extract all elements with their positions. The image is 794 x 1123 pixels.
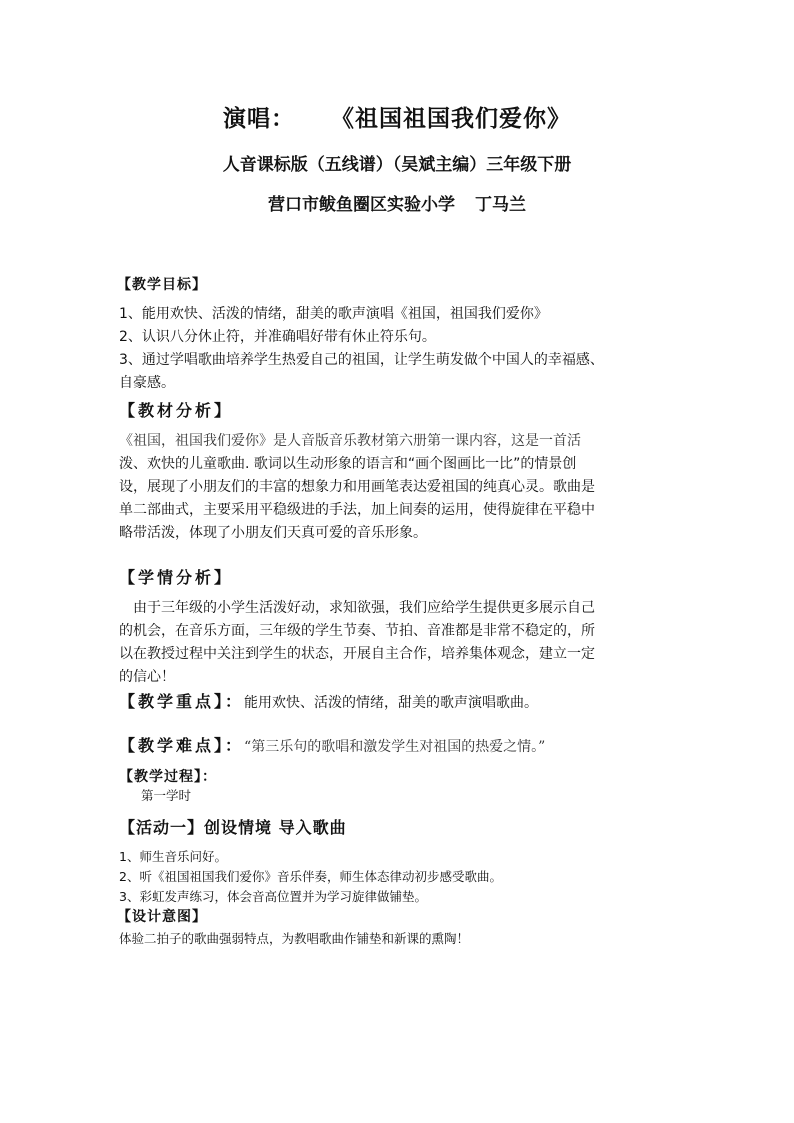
key-point-label: 【教学重点】 xyxy=(119,692,226,711)
goal-item: 2、认识八分休止符，并准确唱好带有休止符乐句。 xyxy=(119,329,436,345)
goal-item: 3、通过学唱歌曲培养学生热爱自己的祖国，让学生萌发做个中国人的幸福感、 xyxy=(119,352,604,368)
students-line: 由于三年级的小学生活泼好动，求知欲强，我们应给学生提供更多展示自己 xyxy=(133,600,595,616)
design-heading: 【设计意图】 xyxy=(117,909,207,925)
students-heading: 【学情分析】 xyxy=(119,568,234,587)
process-heading: 【教学过程】： xyxy=(119,769,217,785)
key-point-colon: ： xyxy=(225,692,245,711)
students-line: 的信心！ xyxy=(119,669,175,685)
teacher-name: 丁马兰 xyxy=(475,195,526,215)
title-prefix: 演唱： xyxy=(223,105,295,132)
activity-item: 2、听《祖国祖国我们爱你》音乐伴奏，师生体态律动初步感受歌曲。 xyxy=(119,869,502,884)
difficulty xyxy=(119,733,545,756)
material-line: 设，展现了小朋友们的丰富的想象力和用画笔表达爱祖国的纯真心灵。歌曲是 xyxy=(119,479,595,495)
material-line: 泼、欢快的儿童歌曲. 歌词以生动形象的语言和“画个图画比一比”的情景创 xyxy=(119,456,577,472)
material-line: 略带活泼，体现了小朋友们天真可爱的音乐形象。 xyxy=(119,525,427,541)
goals-heading: 【教学目标】 xyxy=(117,277,207,293)
key-point-text: 能用欢快、活泼的情绪，甜美的歌声演唱歌曲。 xyxy=(244,695,539,711)
process-period: 第一学时 xyxy=(141,788,192,803)
goal-item: 1、能用欢快、活泼的情绪，甜美的歌声演唱《祖国，祖国我们爱你》 xyxy=(119,306,548,322)
activity1-heading: 【活动一】创设情境 导入歌曲 xyxy=(119,818,347,837)
page-title xyxy=(0,100,794,133)
design-text: 体验二拍子的歌曲强弱特点，为教唱歌曲作铺垫和新课的熏陶！ xyxy=(119,931,470,946)
school-line xyxy=(0,190,794,215)
students-line: 以在教授过程中关注到学生的状态，开展自主合作，培养集体观念，建立一定 xyxy=(119,646,595,662)
subtitle: 人音课标版（五线谱）（吴斌主编）三年级下册 xyxy=(222,155,572,175)
goal-item: 自豪感。 xyxy=(119,375,175,391)
material-line: 单二部曲式，主要采用平稳级进的手法，加上间奏的运用，使得旋律在平稳中 xyxy=(119,502,595,518)
material-heading: 【教材分析】 xyxy=(119,401,234,420)
activity-item: 1、师生音乐问好。 xyxy=(119,849,227,864)
difficulty-text: “第三乐句的歌唱和激发学生对祖国的热爱之情。” xyxy=(244,739,546,755)
difficulty-label: 【教学难点】 xyxy=(119,736,226,755)
school-name: 营口市鲅鱼圈区实验小学 xyxy=(268,195,455,215)
students-line: 的机会，在音乐方面，三年级的学生节奏、节拍、音准都是非常不稳定的，所 xyxy=(119,623,595,639)
song-title: 《祖国祖国我们爱你》 xyxy=(331,105,571,132)
key-point xyxy=(119,689,538,712)
difficulty-colon: ： xyxy=(225,736,245,755)
activity-item: 3、彩虹发声练习，体会音高位置并为学习旋律做铺垫。 xyxy=(119,889,427,904)
material-line: 《祖国，祖国我们爱你》是人音版音乐教材第六册第一课内容，这是一首活 xyxy=(119,433,581,449)
